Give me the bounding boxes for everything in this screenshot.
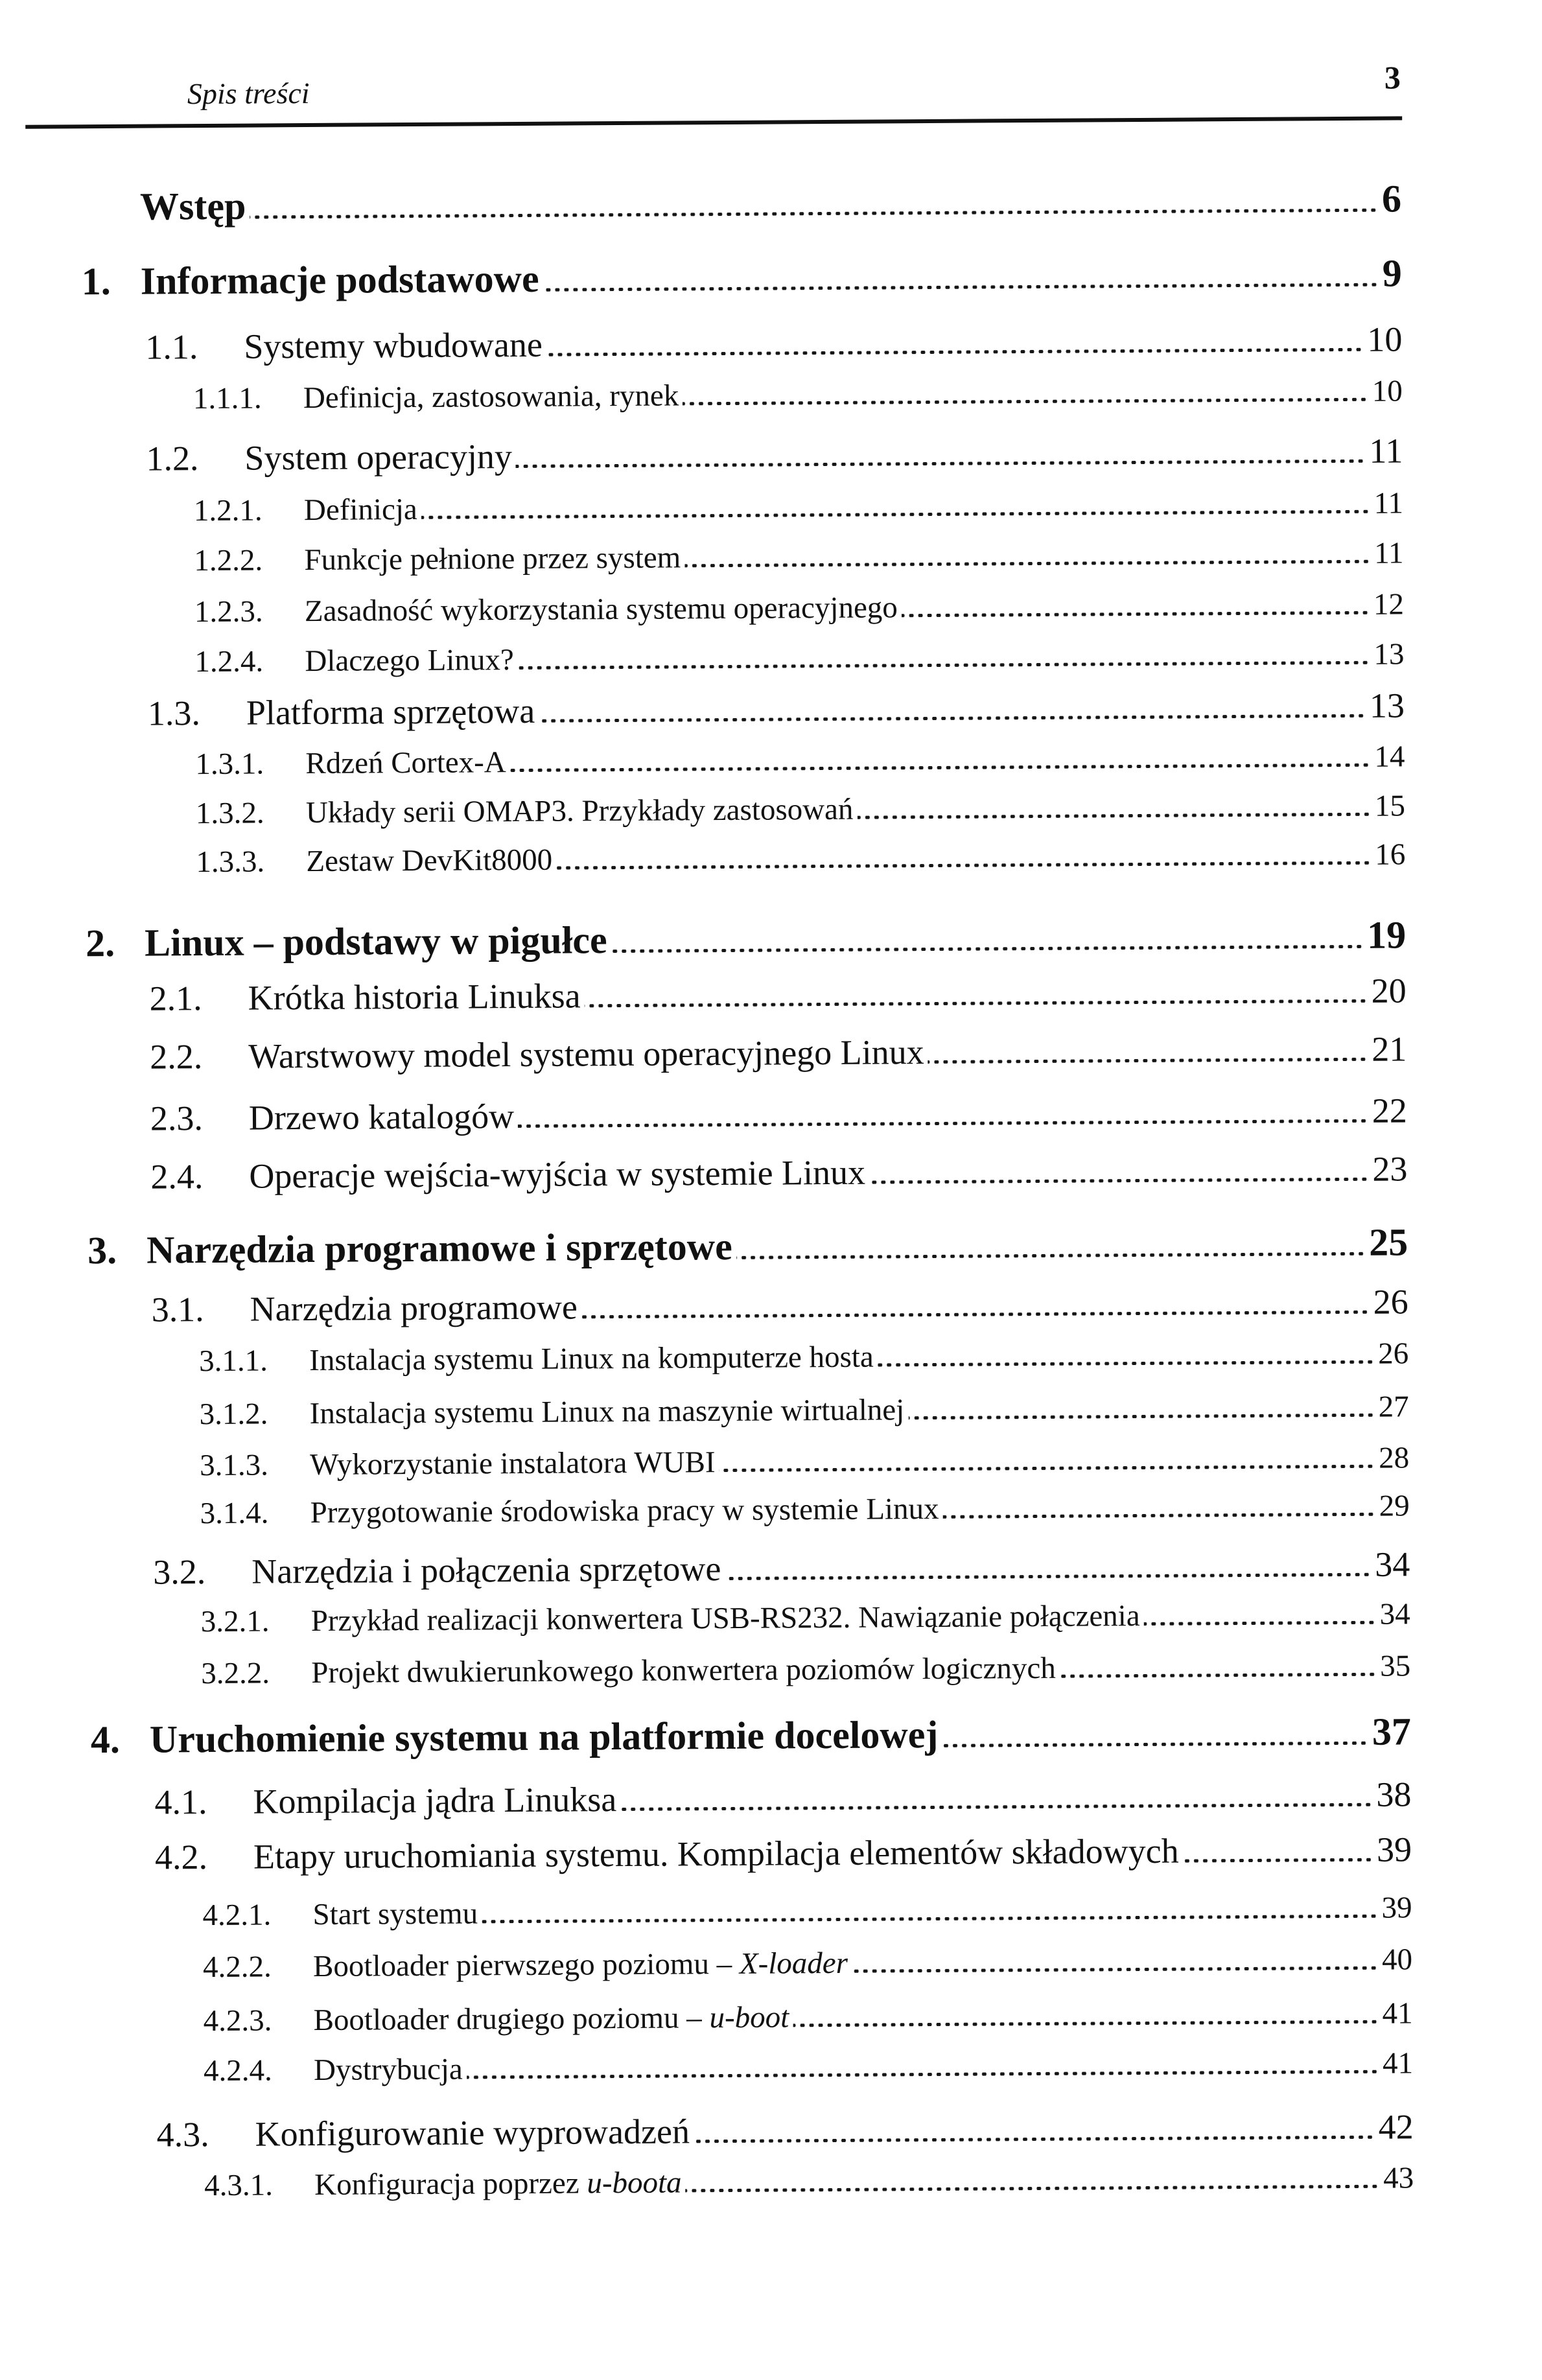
- toc-entry-title: [314, 2167, 682, 2200]
- toc-entry-number: 1.3.2.: [195, 796, 264, 831]
- toc-entry-section[interactable]: [150, 1093, 1407, 1136]
- toc-entry-page: 19: [1366, 913, 1407, 957]
- toc-entry-section[interactable]: [153, 1545, 1410, 1592]
- toc-entry-page: 9: [1382, 251, 1402, 295]
- toc-entry-title: Wstęp: [139, 184, 246, 228]
- toc-entry-title-italic: X-loader: [739, 1946, 848, 1981]
- dot-leader: [793, 2020, 1378, 2027]
- toc-entry-page: 15: [1374, 789, 1406, 823]
- toc-entry-subsection[interactable]: [196, 839, 1405, 878]
- toc-entry-page: 35: [1380, 1649, 1411, 1683]
- toc-entry-number: 2.3.: [150, 1099, 204, 1138]
- toc-entry-title: Etapy uruchomiania systemu. Kompilacja elementów składowych: [253, 1831, 1179, 1876]
- dot-leader: [510, 764, 1371, 772]
- toc-entry-page: 16: [1375, 837, 1406, 872]
- toc-entry-section[interactable]: [145, 320, 1403, 367]
- toc-entry-number: 3.1.4.: [200, 1496, 269, 1531]
- dot-leader: [556, 861, 1371, 870]
- toc-entry-number: 1.2.: [146, 439, 199, 478]
- toc-entry-title: Operacje wejścia-wyjścia w systemie Linux: [249, 1152, 866, 1196]
- toc-entry-page: 11: [1373, 486, 1404, 520]
- toc-entry-title: [313, 1948, 848, 1982]
- toc-entry-number: 4.3.: [156, 2115, 209, 2154]
- dot-leader: [516, 460, 1366, 468]
- toc-entry-page: 11: [1369, 431, 1403, 471]
- toc-entry-section[interactable]: [152, 1284, 1408, 1327]
- toc-entry-page: 23: [1372, 1149, 1408, 1189]
- toc-entry-page: 37: [1372, 1710, 1412, 1753]
- toc-entry-subsection[interactable]: [204, 2163, 1414, 2201]
- toc-entry-number: 1.2.3.: [194, 594, 263, 629]
- toc-entry-page: 13: [1373, 637, 1405, 671]
- toc-entry-number: 1.2.2.: [194, 543, 263, 578]
- toc-entry-chapter-2[interactable]: [85, 913, 1407, 965]
- toc-entry-number: 1.3.3.: [196, 845, 265, 880]
- dot-leader: [908, 1414, 1374, 1420]
- toc-entry-page: 29: [1379, 1489, 1410, 1523]
- toc-entry-title: Instalacja systemu Linux na maszynie wirtualnej: [309, 1393, 905, 1431]
- dot-leader: [543, 283, 1379, 292]
- toc-entry-page: 6: [1381, 177, 1402, 220]
- toc-entry-subsection[interactable]: [200, 1443, 1409, 1481]
- dot-leader: [942, 1742, 1368, 1747]
- toc-entry-number: 1.: [81, 259, 111, 303]
- toc-entry-page: 41: [1382, 1996, 1413, 2031]
- toc-entry-page: 42: [1378, 2107, 1414, 2147]
- dot-leader: [1060, 1673, 1376, 1678]
- toc-entry-page: 34: [1379, 1597, 1410, 1631]
- toc-entry-chapter-3[interactable]: [88, 1222, 1408, 1270]
- toc-entry-number: 1.2.1.: [193, 493, 263, 528]
- toc-entry-title: Start systemu: [312, 1896, 478, 1932]
- toc-entry-number: 4.2.3.: [203, 2003, 272, 2038]
- toc-entry-page: 39: [1381, 1891, 1412, 1925]
- dot-leader: [694, 2136, 1375, 2143]
- toc-entry-subsection[interactable]: [193, 376, 1403, 414]
- toc-entry-number: 3.1.3.: [200, 1448, 269, 1483]
- toc-entry-page: 10: [1372, 374, 1403, 408]
- toc-entry-chapter-4[interactable]: [90, 1710, 1412, 1762]
- toc-entry-title: Systemy wbudowane: [244, 325, 543, 366]
- toc-entry-section[interactable]: [147, 686, 1405, 733]
- toc-entry-number: 1.1.: [145, 327, 198, 367]
- toc-entry-number: 1.2.4.: [194, 644, 264, 679]
- toc-entry-title: Narzędzia programowe: [250, 1287, 578, 1329]
- toc-entry-title: Linux – podstawy w pigułce: [144, 918, 607, 964]
- dot-leader: [421, 510, 1370, 519]
- toc-entry-number: 4.3.1.: [204, 2168, 274, 2203]
- toc-entry-subsection[interactable]: [203, 1944, 1412, 1983]
- toc-entry-title: Rdzeń Cortex-A: [305, 745, 506, 781]
- toc-entry-number: 4.2.2.: [202, 1950, 272, 1985]
- toc-entry-section[interactable]: [150, 1151, 1407, 1194]
- toc-entry-subsection[interactable]: [201, 1599, 1410, 1637]
- dot-leader: [725, 1573, 1371, 1580]
- toc-entry-subsection[interactable]: [199, 1338, 1408, 1377]
- toc-entry-number: 1.3.: [147, 694, 201, 733]
- dot-leader: [467, 2070, 1379, 2079]
- toc-entry-number: 4.: [90, 1718, 121, 1762]
- toc-entry-title: Funkcje pełnione przez system: [304, 541, 681, 578]
- toc-entry-title-italic: u-boot: [709, 2000, 789, 2035]
- dot-leader: [684, 560, 1370, 568]
- toc-entry-subsection[interactable]: [194, 589, 1404, 627]
- toc-entry-title: Dystrybucja: [313, 2052, 463, 2088]
- toc-entry-title: [313, 2002, 789, 2036]
- dot-leader: [250, 209, 1378, 219]
- toc-entry-title: Układy serii OMAP3. Przykłady zastosowań: [305, 792, 854, 830]
- toc-entry-title: System operacyjny: [244, 437, 513, 478]
- toc-entry-number: 1.3.1.: [195, 747, 264, 782]
- dot-leader: [719, 1465, 1375, 1472]
- dot-leader: [686, 2185, 1380, 2193]
- toc-entry-title: Wykorzystanie instalatora WUBI: [310, 1445, 716, 1482]
- toc-entry-number: 4.1.: [154, 1782, 207, 1822]
- toc-entry-title: Instalacja systemu Linux na komputerze hosta: [309, 1340, 874, 1378]
- toc-entry-page: 27: [1378, 1390, 1409, 1424]
- toc-entry-title: Przykład realizacji konwertera USB-RS232. Nawiązanie połączenia: [310, 1599, 1140, 1639]
- toc-entry-number: 2.2.: [150, 1037, 203, 1077]
- toc-entry-number: 4.2.4.: [203, 2053, 272, 2088]
- toc-entry-title: Krótka historia Linuksa: [248, 976, 581, 1018]
- toc-entry-section[interactable]: [150, 973, 1407, 1016]
- toc-entry-subsection[interactable]: [201, 1651, 1410, 1689]
- dot-leader: [518, 661, 1370, 670]
- dot-leader: [1144, 1621, 1376, 1626]
- toc-entry-number: 3.2.: [153, 1552, 206, 1592]
- toc-entry-page: 26: [1373, 1282, 1408, 1322]
- toc-entry-number: 2.4.: [150, 1157, 204, 1196]
- dot-leader: [482, 1915, 1377, 1924]
- toc-entry-number: 2.: [85, 921, 115, 965]
- toc-entry-page: 38: [1376, 1775, 1412, 1814]
- toc-entry-title: Definicja, zastosowania, rynek: [303, 379, 679, 415]
- toc-entry-page: 22: [1372, 1091, 1407, 1130]
- dot-leader: [683, 398, 1368, 406]
- toc-entry-page: 21: [1372, 1029, 1407, 1069]
- dot-leader: [620, 1803, 1372, 1811]
- toc-entry-subsection[interactable]: [204, 2048, 1413, 2086]
- toc-entry-subsection[interactable]: [194, 639, 1404, 677]
- running-title: Spis treści: [187, 76, 310, 111]
- toc-entry-number: 3.2.1.: [200, 1604, 270, 1639]
- toc-entry-page: 13: [1369, 686, 1405, 725]
- toc-entry-page: 20: [1371, 971, 1407, 1010]
- toc-entry-number: 3.1.1.: [199, 1344, 268, 1379]
- toc-entry-number: 3.1.2.: [199, 1397, 268, 1432]
- dot-leader: [858, 813, 1371, 819]
- toc-entry-section[interactable]: [157, 2109, 1414, 2152]
- toc-entry-subsection[interactable]: [196, 791, 1405, 829]
- toc-entry-page: 34: [1375, 1545, 1410, 1584]
- toc-entry-page: 41: [1382, 2046, 1414, 2081]
- toc-entry-section[interactable]: [146, 433, 1403, 476]
- toc-entry-title: Kompilacja jądra Linuksa: [253, 1780, 617, 1821]
- toc-entry-title-text: Konfiguracja poprzez: [314, 2166, 587, 2202]
- toc-entry-title: Warstwowy model systemu operacyjnego Linux: [248, 1032, 924, 1076]
- toc-entry-subsection[interactable]: [194, 488, 1403, 526]
- dot-leader: [611, 945, 1364, 953]
- toc-entry-page: 12: [1373, 587, 1405, 622]
- toc-entry-subsection[interactable]: [203, 1998, 1412, 2036]
- dot-leader: [869, 1178, 1368, 1184]
- toc-entry-chapter-1[interactable]: [82, 253, 1402, 301]
- toc-entry-introduction[interactable]: [140, 179, 1401, 226]
- toc-entry-page: 14: [1374, 740, 1405, 774]
- dot-leader: [546, 348, 1364, 356]
- dot-leader: [902, 611, 1370, 618]
- dot-leader: [736, 1252, 1365, 1259]
- toc-entry-page: 28: [1379, 1441, 1410, 1475]
- toc-entry-subsection[interactable]: [195, 741, 1405, 780]
- toc-entry-title: Zestaw DevKit8000: [306, 843, 553, 879]
- toc-entry-title: Projekt dwukierunkowego konwertera poziomów logicznych: [311, 1651, 1056, 1690]
- toc-entry-number: 2.1.: [149, 979, 202, 1018]
- toc-entry-number: 4.2.1.: [202, 1898, 272, 1933]
- dot-leader: [581, 1311, 1370, 1319]
- toc-entry-page: 11: [1373, 536, 1404, 570]
- toc-entry-number: 3.2.2.: [201, 1656, 270, 1691]
- toc-entry-number: 3.1.: [151, 1290, 204, 1329]
- toc-entry-subsection[interactable]: [194, 538, 1403, 576]
- dot-leader: [943, 1513, 1375, 1519]
- dot-leader: [1183, 1858, 1373, 1863]
- toc-entry-subsection[interactable]: [200, 1392, 1409, 1430]
- dot-leader: [539, 714, 1366, 723]
- toc-entry-title-text: Bootloader drugiego poziomu –: [313, 2001, 710, 2038]
- toc-entry-subsection[interactable]: [200, 1491, 1410, 1529]
- toc-entry-number: 1.1.1.: [193, 381, 262, 416]
- dot-leader: [928, 1058, 1368, 1064]
- toc-entry-title: Platforma sprzętowa: [246, 691, 535, 732]
- toc-entry-section[interactable]: [154, 1775, 1412, 1822]
- toc-entry-number: 4.2.: [154, 1838, 208, 1877]
- toc-entry-page: 43: [1383, 2161, 1414, 2195]
- toc-entry-title: Uruchomienie systemu na platformie docelowej: [149, 1712, 939, 1761]
- toc-entry-title: Konfigurowanie wyprowadzeń: [255, 2112, 690, 2154]
- toc-entry-title: Definicja: [303, 492, 417, 528]
- page-number: 3: [1384, 59, 1401, 96]
- toc-entry-title-italic: u-boota: [587, 2165, 682, 2200]
- toc-entry-title-text: Bootloader pierwszego poziomu –: [312, 1946, 740, 1984]
- toc-entry-title: Przygotowanie środowiska pracy w systemie Linux: [310, 1491, 939, 1530]
- dot-leader: [518, 1119, 1368, 1128]
- toc-entry-page: 39: [1376, 1830, 1412, 1869]
- toc-entry-title: Informacje podstawowe: [140, 257, 539, 303]
- toc-entry-page: 26: [1378, 1336, 1409, 1371]
- dot-leader: [878, 1360, 1374, 1367]
- toc-entry-page: 10: [1367, 320, 1403, 359]
- header-rule: [25, 116, 1402, 128]
- toc-entry-page: 25: [1368, 1220, 1408, 1264]
- toc-entry-title: Narzędzia i połączenia sprzętowe: [251, 1549, 721, 1591]
- toc-entry-title: Dlaczego Linux?: [305, 643, 514, 679]
- toc-entry-page: 40: [1381, 1942, 1413, 1977]
- dot-leader: [585, 999, 1368, 1008]
- toc-entry-section[interactable]: [150, 1029, 1407, 1077]
- toc-entry-title: Narzędzia programowe i sprzętowe: [146, 1224, 732, 1272]
- toc-entry-subsection[interactable]: [202, 1893, 1412, 1931]
- dot-leader: [852, 1966, 1378, 1973]
- toc-entry-title: Zasadność wykorzystania systemu operacyjnego: [304, 590, 898, 629]
- toc-entry-number: 3.: [87, 1228, 117, 1272]
- toc-entry-section[interactable]: [154, 1830, 1412, 1877]
- toc-entry-title: Drzewo katalogów: [248, 1097, 515, 1138]
